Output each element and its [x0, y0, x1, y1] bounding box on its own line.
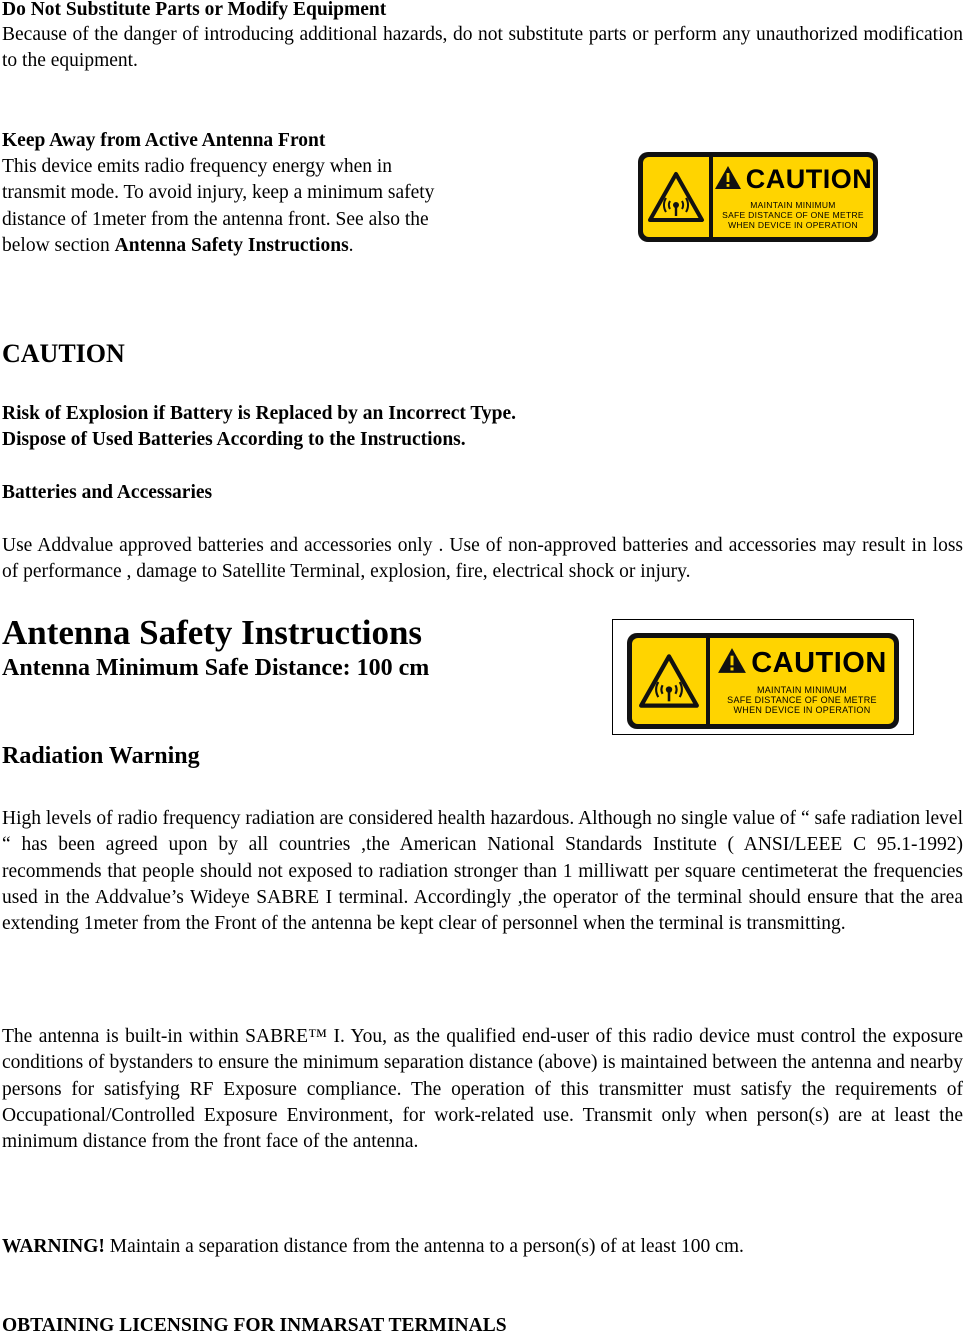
- caution-label-subtext: [727, 685, 877, 715]
- caution-line-2: Dispose of Used Batteries According to the Instructions.: [2, 429, 466, 450]
- keep-away-line-3: distance of 1meter from the antenna front. See also the: [2, 208, 429, 230]
- keep-away-line-2: transmit mode. To avoid injury, keep a minimum safety: [2, 182, 435, 204]
- caution-label-title: CAUTION: [751, 647, 887, 679]
- caution-label-head: [714, 165, 873, 195]
- caution-label-sub-1: MAINTAIN MINIMUM: [750, 199, 836, 210]
- keep-away-line-4-suffix: .: [348, 234, 354, 256]
- caution-label-head: [717, 647, 887, 680]
- caution-label-sub-3: WHEN DEVICE IN OPERATION: [728, 219, 858, 230]
- caution-heading: CAUTION: [2, 339, 125, 368]
- radiation-paragraph-2: The antenna is built-in within SABRE™ I. You, as the qualified end-user of this radio device must control the exposure conditions of bystanders to ensure the minimum separation distance (above) is maintained between the antenna and nearby persons for satisfying RF Exposure compliance. The operation of this transmitter must satisfy the requirements of Occupational/Controlled Exposure Environment, for work-related use. Transmit only when person(s) are at least the minimum distance from the front face of the antenna.: [2, 1026, 963, 1153]
- antenna-min-distance-heading: Antenna Minimum Safe Distance: 100 cm: [2, 655, 430, 681]
- substitute-heading: Do Not Substitute Parts or Modify Equipment: [2, 0, 387, 20]
- caution-label-subtext: [722, 200, 864, 230]
- substitute-body: Because of the danger of introducing additional hazards, do not substitute parts or perform any unauthorized modification to the equipment.: [2, 24, 963, 72]
- keep-away-heading: Keep Away from Active Antenna Front: [2, 130, 326, 151]
- caution-line-1: Risk of Explosion if Battery is Replaced by an Incorrect Type.: [2, 403, 517, 424]
- radiation-warning-heading: Radiation Warning: [2, 743, 200, 769]
- caution-label-sub-2: SAFE DISTANCE OF ONE METRE: [727, 695, 877, 705]
- batteries-heading: Batteries and Accessaries: [2, 482, 213, 503]
- caution-label-bottom: [627, 633, 899, 729]
- caution-label-title: CAUTION: [745, 164, 873, 194]
- exclamation-triangle-icon: [717, 647, 747, 680]
- antenna-safety-heading: Antenna Safety Instructions: [2, 613, 423, 652]
- caution-label-top: [638, 152, 878, 242]
- caution-label-sub-3: WHEN DEVICE IN OPERATION: [733, 705, 871, 715]
- keep-away-link-text: Antenna Safety Instructions: [114, 234, 349, 256]
- radiation-warning-icon: [643, 157, 709, 237]
- warning-label: WARNING!: [2, 1236, 105, 1257]
- exclamation-triangle-icon: [714, 165, 742, 195]
- keep-away-line-1: This device emits radio frequency energy when in: [2, 156, 393, 177]
- licensing-heading: OBTAINING LICENSING FOR INMARSAT TERMINALS: [2, 1315, 507, 1336]
- caution-label-sub-1: MAINTAIN MINIMUM: [756, 685, 848, 695]
- keep-away-line-4-prefix: below section: [2, 234, 115, 256]
- warning-text: Maintain a separation distance from the antenna to a person(s) of at least 100 cm.: [104, 1236, 744, 1257]
- radiation-warning-icon: [632, 638, 706, 724]
- caution-label-text-panel: [710, 638, 894, 724]
- caution-label-sub-2: SAFE DISTANCE OF ONE METRE: [722, 209, 864, 220]
- radiation-paragraph-1: High levels of radio frequency radiation are considered health hazardous. Although no single value of “ safe radiation level “ has been agreed upon by all countries ,the American National Standards Institute ( ANSI/LEEE C 95.1-1992) recommends that people should not exposed to radiation stronger than 1 milliwatt per square centimeterat the frequencies used in the Addvalue’s Wideye SABRE I terminal. Accordingly ,the operator of the terminal should ensure that the area extending 1meter from the Front of the antenna be kept clear of personnel when the terminal is transmitting.: [2, 808, 963, 935]
- keep-away-body: [2, 154, 562, 259]
- batteries-body: Use Addvalue approved batteries and accessories only . Use of non-approved batteries and accessories may result in loss of performance , damage to Satellite Terminal, explosion, fire, electrical shock or injury.: [2, 535, 963, 583]
- caution-label-frame: [612, 619, 914, 735]
- warning-line: [2, 1234, 963, 1260]
- caution-label-text-panel: [713, 157, 873, 237]
- keep-away-line-4: [2, 233, 562, 259]
